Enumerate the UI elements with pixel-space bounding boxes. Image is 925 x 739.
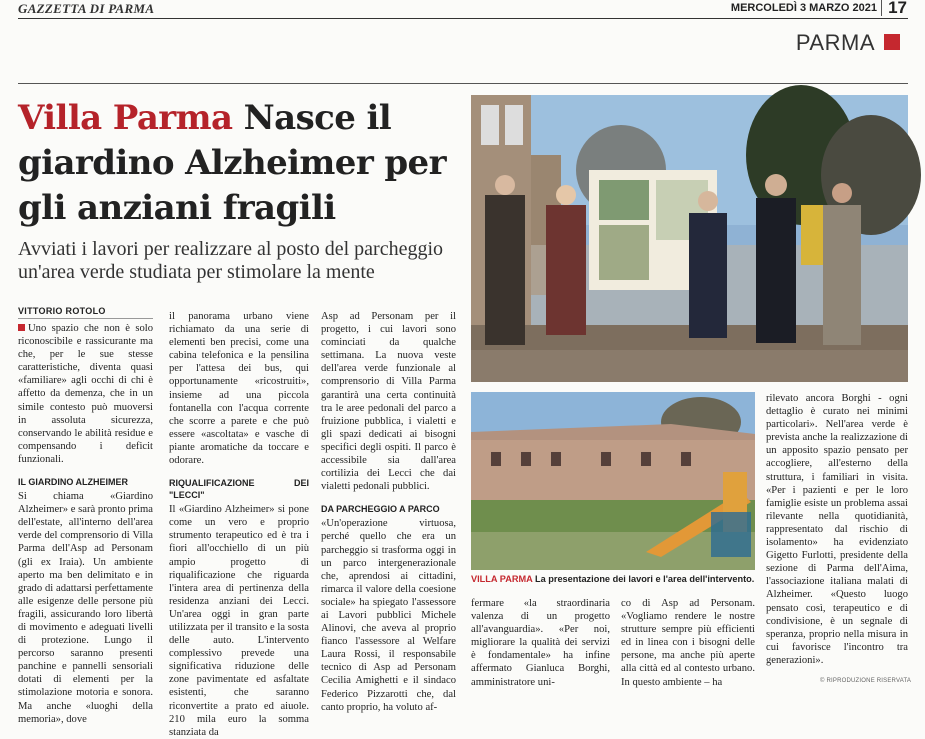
- article-column-5: [621, 597, 755, 688]
- body-paragraph: «Un'operazione virtuosa, perché quello che era un parcheggio si trasforma oggi in un parco intergenerazionale che, aprendosi ai cittadini, rimarca il valore della coesione sociale» ha spiegato l'assessore ai Lavori pubblici Michele Alinovi, che aveva al proprio fianco l'assessore al Welfare Laura Rossi, il responsabile tecnico di Asp ad Personam Cecilia Amighetti e il sindaco Federico Pizzarotti che, dal canto proprio, ha voluto af-: [321, 518, 456, 713]
- article-column-6: [766, 392, 908, 672]
- presentation-photo-image: [471, 95, 908, 382]
- body-paragraph: Asp ad Personam per il progetto, i cui lavori sono cominciati da qualche settimana. La nuova veste dell'area verde funzionale al comprensorio di Villa Parma garantirà una certa continuità tra le aree pedonali del parco a fruizione pubblica, i vialetti e gli spazi dedicati ai bisogni specifici degli ospiti. Il parco è accessibile sia dall'area cortilizia dei Lecci che dai vialetti pedonali pubblici.: [321, 311, 456, 493]
- byline: VITTORIO ROTOLO: [18, 306, 106, 316]
- page-number-divider: [881, 0, 882, 16]
- caption-text: La presentazione dei lavori e l'area dell'intervento.: [534, 574, 755, 584]
- section-subhead: IL GIARDINO ALZHEIMER: [18, 477, 128, 488]
- section-title: PARMA: [795, 30, 875, 55]
- article-column-2: [169, 310, 309, 738]
- article-headline: [18, 96, 468, 231]
- article-column-1: [18, 322, 153, 725]
- paragraph-marker: [18, 324, 25, 331]
- body-paragraph: rilevato ancora Borghi - ogni dettaglio è curato nei minimi particolari». Nell'area verde è prevista anche la realizzazione di un apposito spazio pensato per accogliere, all'esterno della struttura, i familiari in visita. «Per i pazienti e per le loro famiglie esiste un problema assai rilevante nella quotidianità, rappresentato dal rischio di isolamento» ha evidenziato Gigetto Furlotti, presidente della sezione di Parma dell'Aima, l'associazione italiana malati di Alzheimer. «Questo luogo pensato così, terapeutico e di condivisione, è un segnale di speranza, proprio nella misura in cui favorisce l'incontro tra generazioni».: [766, 393, 908, 666]
- body-paragraph: co di Asp ad Personam. «Vogliamo rendere le nostre strutture sempre più efficienti ed in linea con i bisogni delle persone, ma anche più aperte alla città ed al contesto urbano. In questo ambiente – ha: [621, 598, 755, 688]
- body-paragraph: fermare «la straordinaria valenza di un progetto all'avanguardia». «Per noi, migliorare la qualità dei servizi è fondamentale» ha infine affermato Gianluca Borghi, amministratore uni-: [471, 598, 610, 688]
- issue-date: MERCOLEDÌ 3 MARZO 2021: [730, 2, 877, 14]
- photo-caption: [471, 574, 761, 584]
- byline-rule: [18, 318, 153, 319]
- article-subhead: Avviati i lavori per realizzare al posto del parcheggio un'area verde studiata per stimolare la mente: [18, 238, 443, 283]
- photo-presentation: [471, 95, 908, 382]
- body-paragraph: Il «Giardino Alzheimer» si pone come un vero e proprio strumento terapeutico ed è tra i fiori all'occhiello di un più ampio progetto di riqualificazione che riguarda l'intera area di pertinenza della residenza anziani dei Lecci. Un'area oggi in gran parte utilizzata per il transito e la sosta delle auto. L'intervento complessivo prevede una significativa riduzione delle zone pavimentate ed asfaltate esistenti, che saranno riconvertite a prato ed aiuole. 210 mila euro la somma stanziata da: [169, 504, 309, 738]
- section-subhead: DA PARCHEGGIO A PARCO: [321, 504, 440, 515]
- article-column-4: [471, 597, 610, 688]
- headline-highlight: Villa Parma: [18, 98, 233, 138]
- caption-lead: VILLA PARMA: [471, 574, 533, 584]
- page-number: 17: [888, 0, 907, 17]
- intro-paragraph: Uno spazio che non è solo riconoscibile e rassicurante ma che, per le sue stesse caratteristiche, diventa quasi «familiare» agli occhi di chi è affetto da demenza, che in un simile contesto può muoversi in assoluta sicurezza, conservando le abilità residue e compensando i deficit funzionali.: [18, 323, 153, 465]
- intervention-area-photo-image: [471, 392, 755, 570]
- body-paragraph: Si chiama «Giardino Alzheimer» e sarà pronto prima dell'estate, all'interno dell'area verde del comprensorio di Villa Parma dell'Asp ad Personam (gli ex Iraia). Un ambiente aperto ma ben delimitato e in grado di adattarsi perfettamente alle esigenze delle persone più fragili, assicurando loro libertà di movimento e adeguati livelli di protezione. Lungo il percorso saranno presenti panchine e pannelli sensoriali dotati di elementi per la stimolazione motoria e sonora. Ma anche «luoghi della memoria», dove: [18, 491, 153, 725]
- section-rule: [18, 83, 908, 84]
- section-marker-square: [884, 34, 900, 50]
- photo-intervention-area: [471, 392, 755, 570]
- header-rule: [18, 18, 908, 19]
- body-paragraph: il panorama urbano viene richiamato da una serie di elementi ben precisi, come una cabina telefonica e la pensilina per l'attesa dei bus, qui opportunamente «ricostruiti», insieme ad una piccola fontanella con l'acqua corrente che scorre a parete e che può essere «ascoltata» e vasche di piante aromatiche da toccare e odorare.: [169, 311, 309, 467]
- copyright-credit: © RIPRODUZIONE RISERVATA: [820, 678, 912, 684]
- newspaper-name: GAZZETTA DI PARMA: [18, 1, 155, 16]
- headline-main: Nasce il giardino Alzheimer per gli anziani fragili: [18, 98, 446, 228]
- section-subhead: RIQUALIFICAZIONE DEI "LECCI": [169, 478, 309, 501]
- article-column-3: [321, 310, 456, 713]
